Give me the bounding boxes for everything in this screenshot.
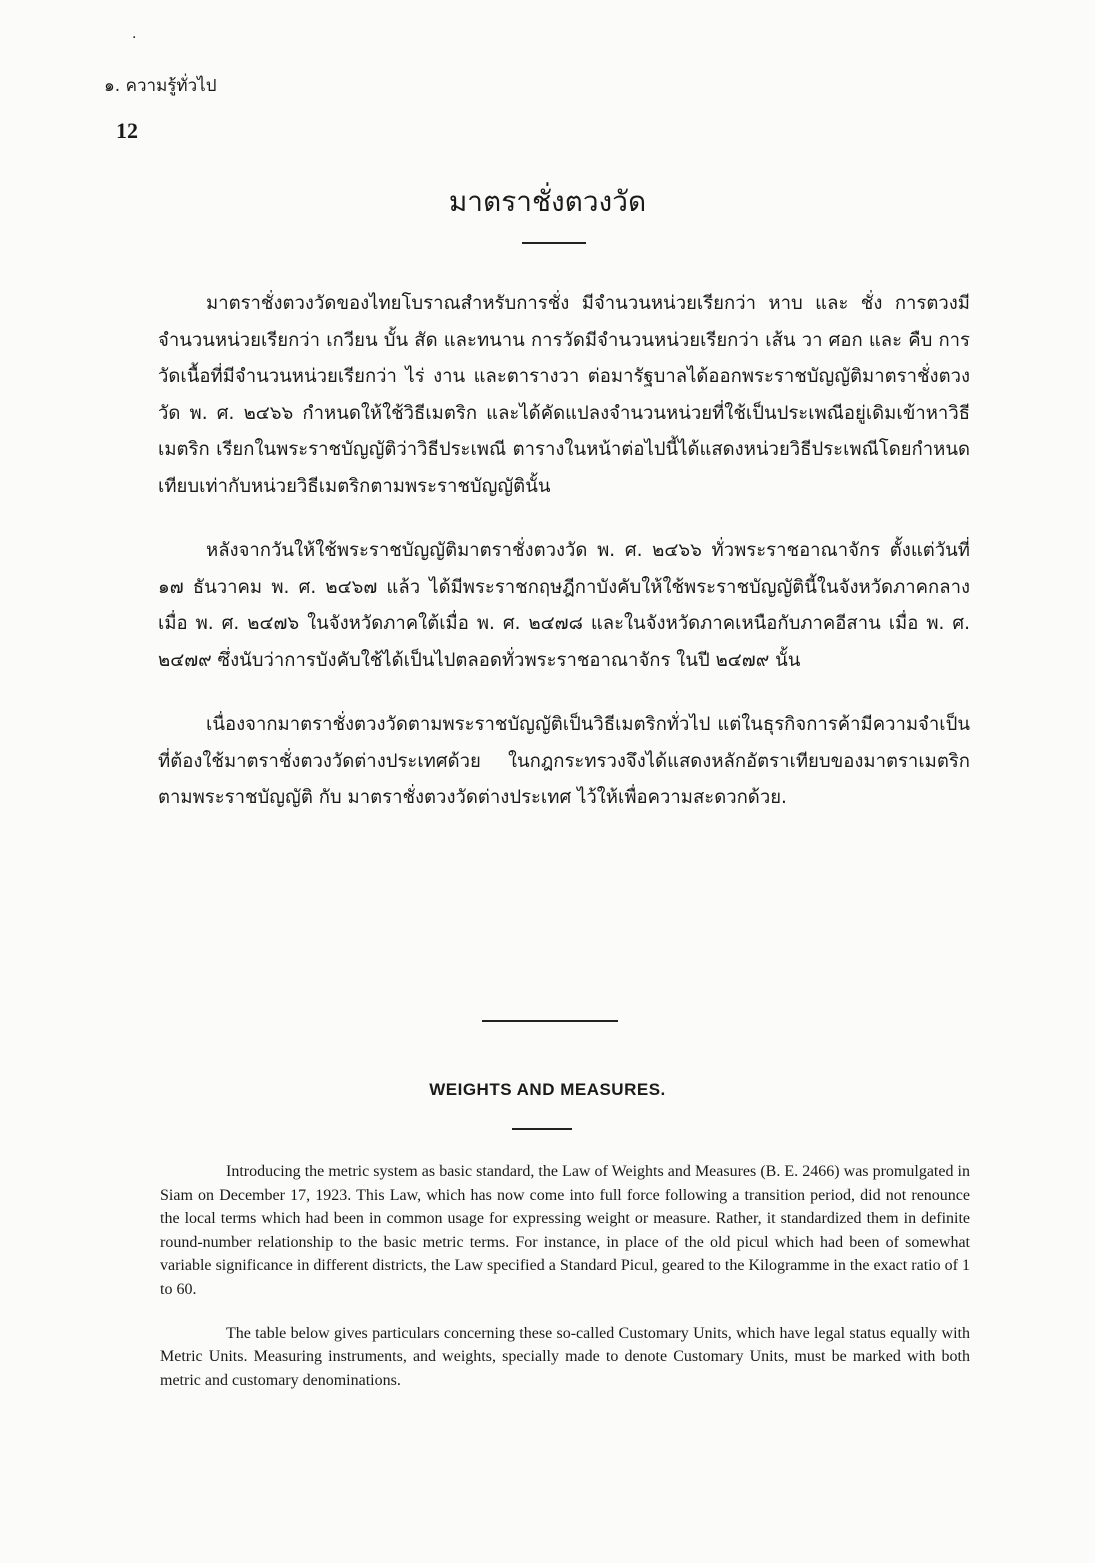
thai-section-title: มาตราชั่งตวงวัด [448,185,647,218]
title-divider [522,242,586,244]
thai-paragraph-1: มาตราชั่งตวงวัดของไทยโบราณสำหรับการชั่ง มีจำนวนหน่วยเรียกว่า หาบ และ ชั่ง การตวงมีจำนวนหน่วยเรียกว่า เกวียน บั้น สัด และทนาน การวัดมีจำนวนหน่วยเรียกว่า เส้น วา ศอก และ คืบ การวัดเนื้อที่มีจำนวนหน่วยเรียกว่า ไร่ งาน และตารางวา ต่อมารัฐบาลได้ออกพระราชบัญญัติมาตราชั่งตวงวัด พ. ศ. ๒๔๖๖ กำหนดให้ใช้วิธีเมตริก และได้คัดแปลงจำนวนหน่วยที่ใช้เป็นประเพณีอยู่เดิมเข้าหาวิธีเมตริก เรียกในพระราชบัญญัติว่าวิธีประเพณี ตารางในหน้าต่อไปนี้ได้แสดงหน่วยวิธีประเพณีโดยกำหนดเทียบเท่ากับหน่วยวิธีเมตริกตามพระราชบัญญัตินั้น [158,293,970,497]
thai-paragraph-2: หลังจากวันให้ใช้พระราชบัญญัติมาตราชั่งตวงวัด พ. ศ. ๒๔๖๖ ทั่วพระราชอาณาจักร ตั้งแต่วันที่ ๑๗ ธันวาคม พ. ศ. ๒๔๖๗ แล้ว ได้มีพระราชกฤษฎีกาบังคับให้ใช้พระราชบัญญัตินี้ในจังหวัดภาคกลาง เมื่อ พ. ศ. ๒๔๗๖ ในจังหวัดภาคใต้เมื่อ พ. ศ. ๒๔๗๘ และในจังหวัดภาคเหนือกับภาคอีสาน เมื่อ พ. ศ. ๒๔๗๙ ซึ่งนับว่าการบังคับใช้ได้เป็นไปตลอดทั่วพระราชอาณาจักร ในปี ๒๔๗๙ นั้น [158,540,970,671]
section-divider [482,1020,618,1022]
english-paragraph-1: Introducing the metric system as basic standard, the Law of Weights and Measures (B. E. 2466) was promulgated in Siam on December 17, 1923. This Law, which has now come into full force following a transition period, did not renounce the local terms which had been in common usage for expressing weight or measure. Rather, it standardized them in definite round-number relationship to the basic metric terms. For instance, in place of the old picul which had been of somewhat variable significance in different districts, the Law specified a Standard Picul, geared to the Kilogramme in the exact ratio of 1 to 60. [160,1163,970,1298]
english-title-divider [512,1128,572,1130]
page-number: 12 [116,118,138,143]
english-section-body [160,1160,970,1392]
page-mark: · [132,30,137,46]
running-head: ๑. ความรู้ทั่วไป [104,76,217,96]
thai-section-body [158,286,970,817]
english-paragraph-2: The table below gives particulars concerning these so-called Customary Units, which have legal status equally with Metric Units. Measuring instruments, and weights, specially made to denote Customary Units, must be marked with both metric and customary denominations. [160,1324,970,1389]
english-section-title: WEIGHTS AND MEASURES. [429,1080,666,1099]
thai-paragraph-3: เนื่องจากมาตราชั่งตวงวัดตามพระราชบัญญัติเป็นวิธีเมตริกทั่วไป แต่ในธุรกิจการค้ามีความจำเป็นที่ต้องใช้มาตราชั่งตวงวัดต่างประเทศด้วย ในกฎกระทรวงจึงได้แสดงหลักอัตราเทียบของมาตราเมตริกตามพระราชบัญญัติ กับ มาตราชั่งตวงวัดต่างประเทศ ไว้ให้เพื่อความสะดวกด้วย. [158,714,970,808]
